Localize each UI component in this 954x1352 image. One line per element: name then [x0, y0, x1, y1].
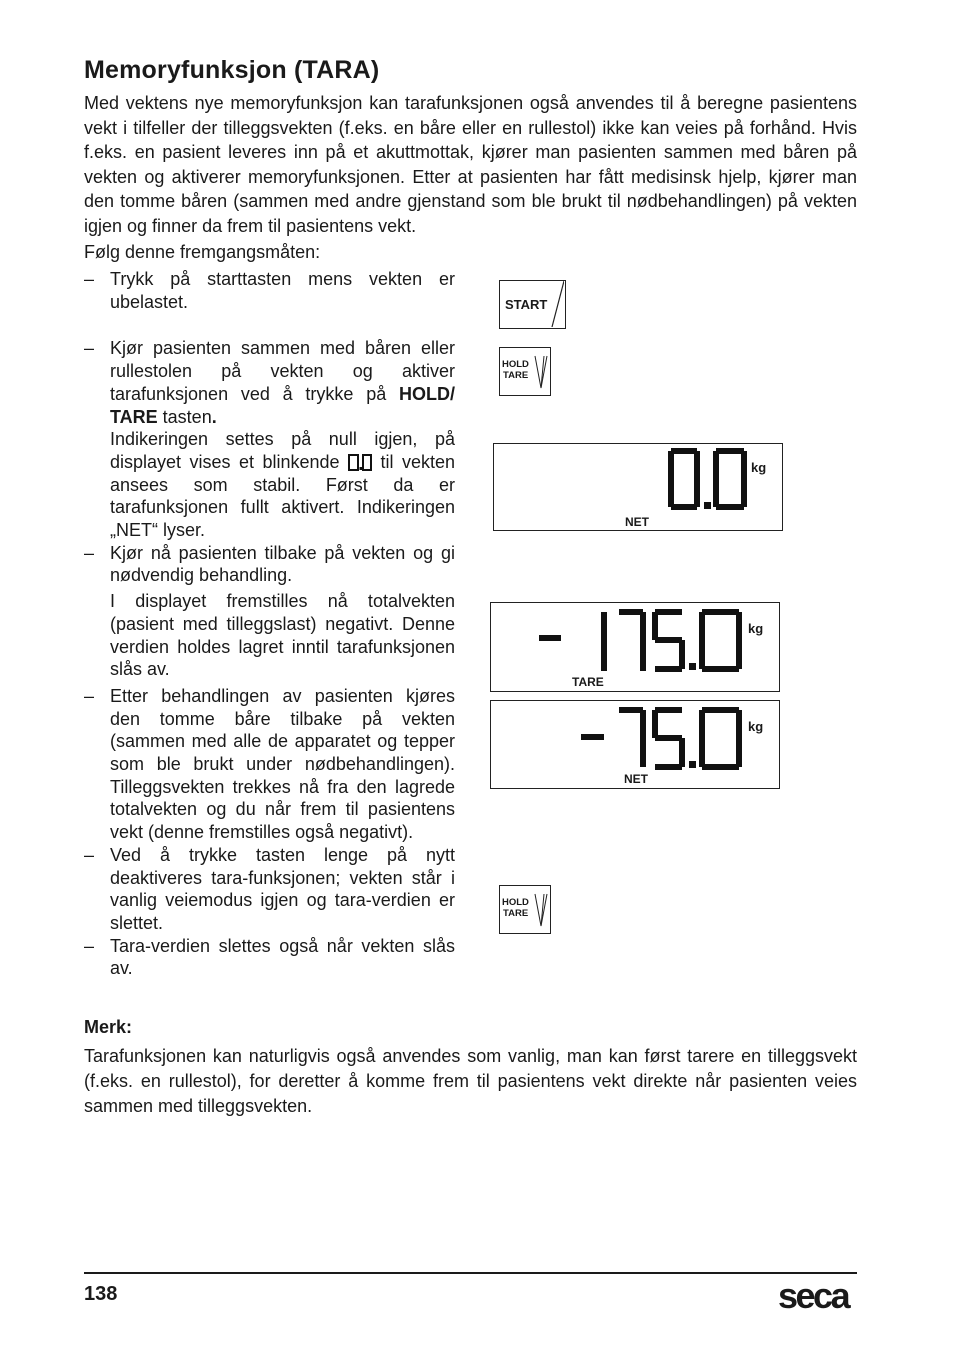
start-key-illustration [499, 280, 566, 329]
tare-arrow-icon [533, 352, 549, 392]
tare-key-label: TARE [503, 370, 529, 381]
step-5 [84, 844, 455, 935]
step-dash: – [84, 844, 95, 865]
step-dash: – [84, 542, 95, 563]
intro-paragraph: Med vektens nye memoryfunksjon kan tarafunksjonen også anvendes til å beregne pasientens vekt i tilfeller der tilleggsvekten (f.eks. en båre eller en rullestol) ikke kan veies på forhånd. Hvis f.eks. en pasient leveres inn på et akuttmottak, kjører man pasienten sammen med båren på vekten og aktiverer memoryfunksjonen. Etter at pasienten har fått medisinsk hjelp, kjører man den tomme båren (sammen med andre gjenstand som ble brukt til nødbehandlingen) på vekten igjen og finner da frem til pasientens vekt. [84, 93, 857, 236]
display-mode-tare: TARE [572, 675, 604, 689]
scale-display-net-zero [493, 443, 783, 531]
step-2-detail: Indikeringen settes på null igjen, på displayet vises et blinkende til vekten ansees som stabil. Først da er tarafunksjonen fullt aktivert. Indikeringen „NET“ lyser. [110, 429, 455, 541]
step-6-text: Tara-verdien slettes også når vekten slås av. [110, 935, 455, 979]
step-dash: – [84, 935, 95, 956]
display-unit: kg [748, 621, 764, 636]
step-3 [84, 542, 455, 681]
scale-display-net-patient [490, 700, 780, 789]
step-3-text: Kjør nå pasienten tilbake på vekten og gi nødvendig behandling. [110, 542, 455, 586]
step-4 [84, 685, 455, 844]
tare-arrow-icon [533, 890, 549, 930]
tare-key-label: TARE [503, 908, 529, 919]
step-4-text: Etter behandlingen av pasienten kjøres den tomme båre tilbake på vekten (sammen med alle de apparatet og tepper som ble brukt under nødbehandlingen). Tilleggsvekten trekkes nå fra den lagrede totalvekten og du når frem til pasientens vekt (denne fremstilles også negativt). [110, 685, 455, 843]
hold-tare-key-illustration [499, 885, 551, 934]
hold-key-label: HOLD [502, 897, 529, 908]
display-unit: kg [751, 460, 767, 475]
step-1-text: Trykk på starttasten mens vekten er ubelastet. [110, 269, 455, 312]
step-5-text: Ved å trykke tasten lenge på nytt deaktiveres tara-funksjonen; vekten står i vanlig veiemodus igjen og tara-verdien er slettet. [110, 844, 455, 933]
display-unit: kg [748, 719, 764, 734]
step-dash: – [84, 685, 95, 706]
step-dash: – [84, 269, 95, 289]
display-mode-net: NET [625, 515, 649, 529]
note-paragraph: Tarafunksjonen kan naturligvis også anvendes som vanlig, man kan først tarere en tilleggsvekt (f.eks. en rullestol), for deretter å komme frem til pasientens vekt direkte når pasienten veies sammen med tilleggsvekten. [84, 1046, 857, 1116]
step-2 [84, 337, 455, 541]
step-dash: – [84, 338, 95, 359]
display-mode-net: NET [624, 772, 648, 786]
procedure-lead: Følg denne fremgangsmåten: [84, 242, 321, 262]
page-title: Memoryfunksjon (TARA) [84, 56, 380, 84]
note-heading: Merk: [84, 1017, 133, 1037]
footer-rule [84, 1272, 857, 1274]
step-3-detail: I displayet fremstilles nå totalvekten (pasient med tilleggslast) negativt. Denne verdien holdes lagret inntil tarafunksjonen slås av. [110, 591, 455, 680]
brand-logo: seca [778, 1275, 849, 1316]
scale-display-tare-total [490, 602, 780, 692]
blinking-zero-glyph [348, 454, 372, 471]
start-key-label: START [505, 297, 548, 312]
display-digits [491, 603, 779, 691]
step-2-text: Kjør pasienten sammen med båren eller rullestolen på vekten og aktiver tarafunksjonen ved å trykke på HOLD/ TARE tasten. [110, 338, 455, 427]
step-1 [84, 268, 455, 313]
hold-key-label: HOLD [502, 359, 529, 370]
page-number: 138 [84, 1283, 118, 1305]
step-6 [84, 935, 455, 980]
procedure-steps [84, 268, 455, 980]
hold-tare-key-illustration [499, 347, 551, 396]
